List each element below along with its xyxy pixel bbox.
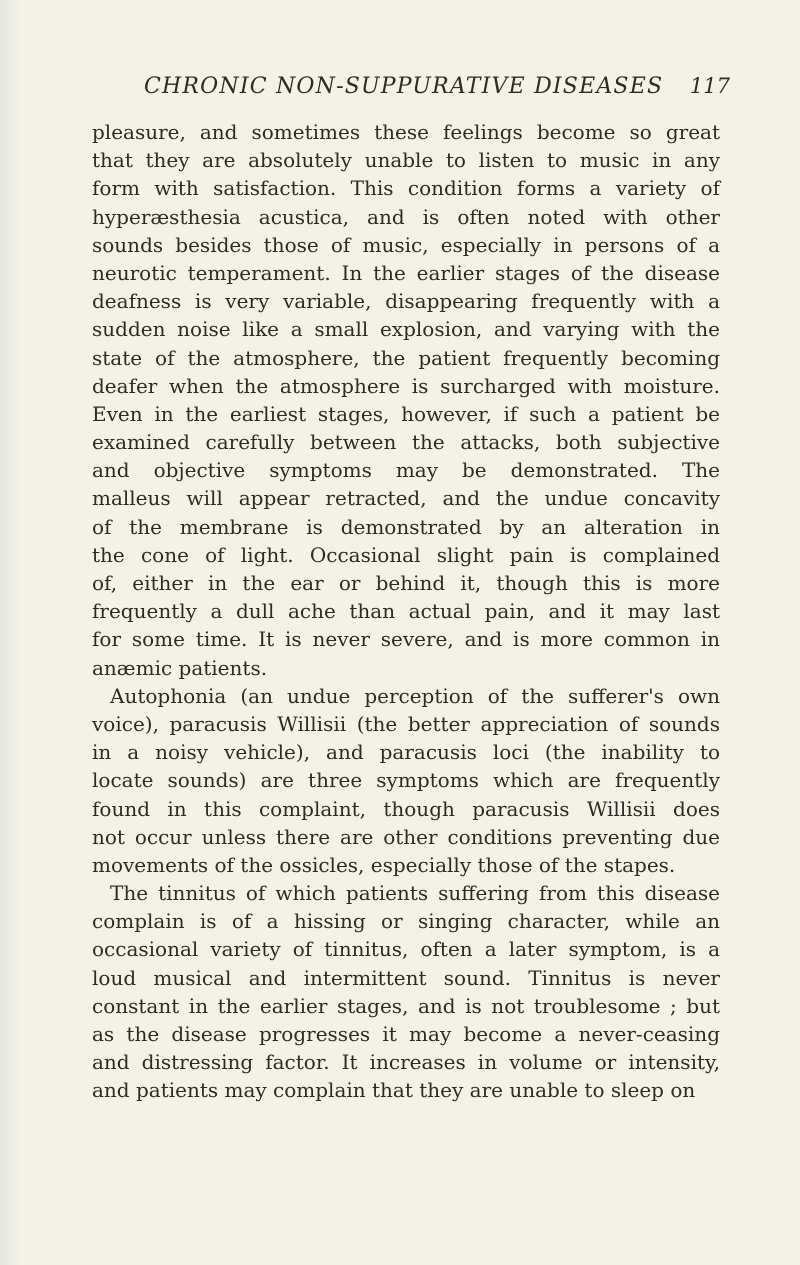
text-line: for some time. It is never severe, and is more common in (92, 627, 720, 652)
body-text (92, 118, 720, 1105)
text-line: deafer when the atmosphere is surcharged with moisture. (92, 373, 720, 398)
text-line: deafness is very variable, disappearing frequently with a (92, 289, 720, 314)
text-line: that they are absolutely unable to listen to music in any (92, 148, 720, 173)
text-line: as the disease progresses it may become a never-ceasing (92, 1022, 720, 1046)
running-title: CHRONIC NON-SUPPURATIVE DISEASES (144, 74, 664, 99)
paragraph (92, 118, 720, 682)
text-line: sounds besides those of music, especially in persons of a (92, 232, 720, 257)
running-head (90, 72, 730, 112)
paragraph (92, 682, 720, 879)
text-line: and patients may complain that they are unable to sleep on (92, 1078, 696, 1103)
text-line: anæmic patients. (92, 655, 268, 680)
text-line: occasional variety of tinnitus, often a later symptom, is a (92, 937, 720, 962)
text-line: locate sounds) are three symptoms which are frequently (92, 768, 720, 793)
text-line: the cone of light. Occasional slight pain is complained (92, 542, 720, 567)
text-line: state of the atmosphere, the patient frequently becoming (92, 345, 720, 370)
text-line: and objective symptoms may be demonstrated. The (92, 458, 720, 483)
text-line: in a noisy vehicle), and paracusis loci (the inability to (92, 740, 720, 765)
paragraph (92, 879, 720, 1105)
text-line: hyperæsthesia acustica, and is often noted with other (92, 204, 720, 229)
text-line: not occur unless there are other conditions preventing due (92, 824, 720, 849)
text-line: constant in the earlier stages, and is not troublesome ; but (92, 993, 720, 1018)
text-line: The tinnitus of which patients suffering from this disease (110, 881, 720, 906)
text-line: complain is of a hissing or singing character, while an (92, 909, 720, 934)
text-line: form with satisfaction. This condition forms a variety of (92, 176, 720, 201)
page-number: 117 (689, 74, 730, 98)
text-line: Even in the earliest stages, however, if such a patient be (92, 401, 720, 426)
text-line: of, either in the ear or behind it, though this is more (92, 571, 720, 595)
text-line: frequently a dull ache than actual pain, and it may last (92, 599, 720, 624)
text-line: found in this complaint, though paracusis Willisii does (92, 796, 720, 821)
text-line: loud musical and intermittent sound. Tinnitus is never (92, 965, 720, 990)
text-line: movements of the ossicles, especially those of the stapes. (92, 852, 676, 877)
text-line: voice), paracusis Willisii (the better appreciation of sounds (92, 711, 720, 736)
page-gutter-shadow (0, 0, 22, 1265)
text-line: malleus will appear retracted, and the undue concavity (92, 486, 720, 511)
text-line: sudden noise like a small explosion, and varying with the (92, 317, 720, 342)
text-line: examined carefully between the attacks, both subjective (92, 430, 720, 455)
text-line: of the membrane is demonstrated by an alteration in (92, 514, 720, 539)
text-line: and distressing factor. It increases in volume or intensity, (92, 1050, 720, 1075)
text-line: pleasure, and sometimes these feelings become so great (92, 120, 720, 144)
text-line: Autophonia (an undue perception of the sufferer's own (110, 683, 720, 708)
text-line: neurotic temperament. In the earlier stages of the disease (92, 260, 720, 285)
